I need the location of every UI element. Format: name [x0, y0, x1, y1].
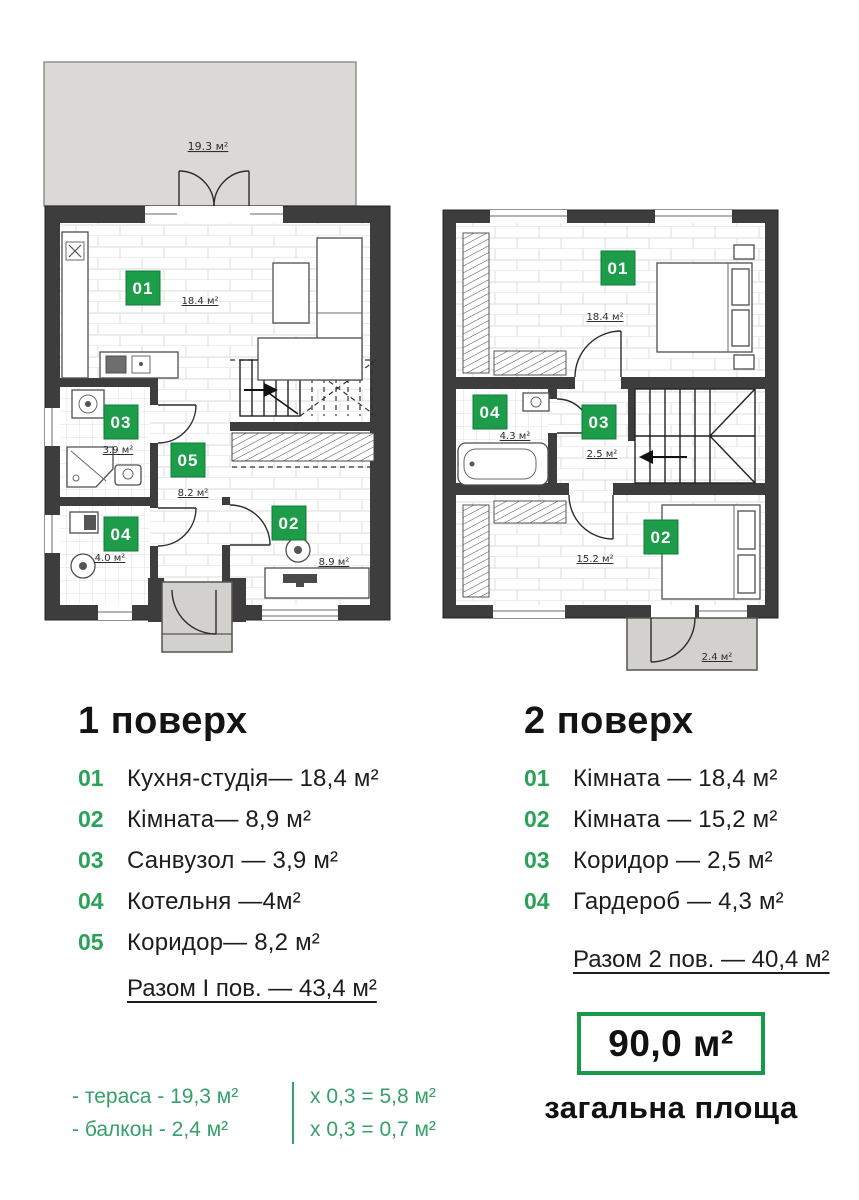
room-badge-03: [582, 405, 616, 439]
balcony-area-label: 2.4 м²: [701, 652, 733, 663]
svg-text:04: 04: [110, 525, 132, 544]
legend-row: [524, 847, 859, 875]
svg-text:02: 02: [278, 514, 300, 533]
wardrobe: [463, 233, 489, 373]
room-badge-03: [104, 405, 138, 439]
room-badge-04: [473, 395, 507, 429]
area-label-corridor: 2.5 м²: [586, 449, 618, 460]
balcony-coeff-item: - балкон - 2,4 м²: [72, 1118, 229, 1141]
total-area-value: 90,0 м²: [608, 1022, 734, 1064]
room-number: 01: [78, 765, 104, 791]
legend-row: [78, 888, 438, 916]
floor2-total: Разом 2 пов. — 40,4 м²: [573, 946, 830, 973]
room-label: Гардероб — 4,3 м²: [573, 888, 784, 915]
legend-row: [78, 847, 438, 875]
room-number: 03: [524, 847, 550, 873]
room-label: Коридор — 2,5 м²: [573, 847, 773, 874]
floor1-legend-title: 1 поверх: [78, 700, 248, 742]
room-number: 02: [78, 806, 104, 832]
room-number: 05: [78, 929, 104, 955]
svg-text:01: 01: [132, 279, 154, 298]
area-label-corridor: 8.2 м²: [177, 488, 209, 499]
floor1-plan: [40, 60, 395, 660]
floor1-legend: [78, 700, 438, 1003]
room-badge-02: [272, 506, 306, 540]
svg-text:03: 03: [110, 413, 132, 432]
room-label: Коридор— 8,2 м²: [127, 929, 320, 956]
room-label: Кімната — 15,2 м²: [573, 806, 778, 833]
room-label: Кімната — 18,4 м²: [573, 765, 778, 792]
dresser: [494, 501, 566, 523]
sink: [523, 393, 549, 411]
floor2-legend-title: 2 поверх: [524, 700, 694, 742]
area-label-boiler: 4.0 м²: [94, 553, 126, 564]
room-number: 04: [524, 888, 550, 914]
svg-text:01: 01: [607, 259, 629, 278]
area-label-room2: 8.9 м²: [318, 557, 350, 568]
terrace-area-label: 19.3 м²: [187, 140, 229, 153]
dresser: [494, 351, 566, 375]
room-label: Санвузол — 3,9 м²: [127, 847, 339, 874]
coefficient-divider: [292, 1082, 294, 1144]
terrace-coeff-item: - тераса - 19,3 м²: [72, 1085, 239, 1108]
area-label-bedroom1: 18.4 м²: [586, 312, 624, 323]
area-label-bedroom2: 15.2 м²: [576, 554, 614, 565]
balcony-coeff-calc: х 0,3 = 0,7 м²: [310, 1118, 436, 1141]
room-label: Кімната— 8,9 м²: [127, 806, 312, 833]
svg-text:05: 05: [177, 451, 199, 470]
room-badge-04: [104, 517, 138, 551]
legend-row: [78, 806, 438, 834]
floor2-plan: [437, 205, 782, 675]
legend-row: [524, 765, 859, 793]
coefficient-block: [72, 1080, 436, 1146]
legend-row: [524, 888, 859, 916]
area-label-bathroom: 3.9 м²: [102, 445, 134, 456]
svg-text:03: 03: [588, 413, 610, 432]
svg-text:04: 04: [479, 403, 501, 422]
total-area-box: [577, 1012, 765, 1075]
legend-row: [78, 929, 438, 957]
room-label: Котельня —4м²: [127, 888, 301, 915]
svg-text:02: 02: [650, 528, 672, 547]
room-number: 04: [78, 888, 104, 914]
room-number: 03: [78, 847, 104, 873]
terrace-coeff-calc: х 0,3 = 5,8 м²: [310, 1085, 436, 1108]
legend-row: [78, 765, 438, 793]
wardrobe: [463, 505, 489, 597]
room-label: Кухня-студія— 18,4 м²: [127, 765, 379, 792]
room-badge-01: [126, 271, 160, 305]
coefficient-calcs: [306, 1080, 436, 1146]
terrace: [44, 62, 356, 206]
room-badge-05: [171, 443, 205, 477]
room-number: 02: [524, 806, 550, 832]
washbasin: [115, 465, 141, 485]
total-area-caption: загальна площа: [544, 1090, 798, 1125]
room-number: 01: [524, 765, 550, 791]
coefficient-items: [72, 1080, 280, 1146]
floor2-legend: [524, 700, 859, 974]
coffee-table: [273, 263, 309, 323]
area-label-kitchen: 18.4 м²: [181, 296, 219, 307]
floor1-total: Разом І пов. — 43,4 м²: [127, 975, 377, 1002]
balcony: [627, 618, 757, 670]
room-badge-02: [644, 520, 678, 554]
legend-row: [524, 806, 859, 834]
area-label-wardrobe: 4.3 м²: [499, 431, 531, 442]
room-badge-01: [601, 251, 635, 285]
